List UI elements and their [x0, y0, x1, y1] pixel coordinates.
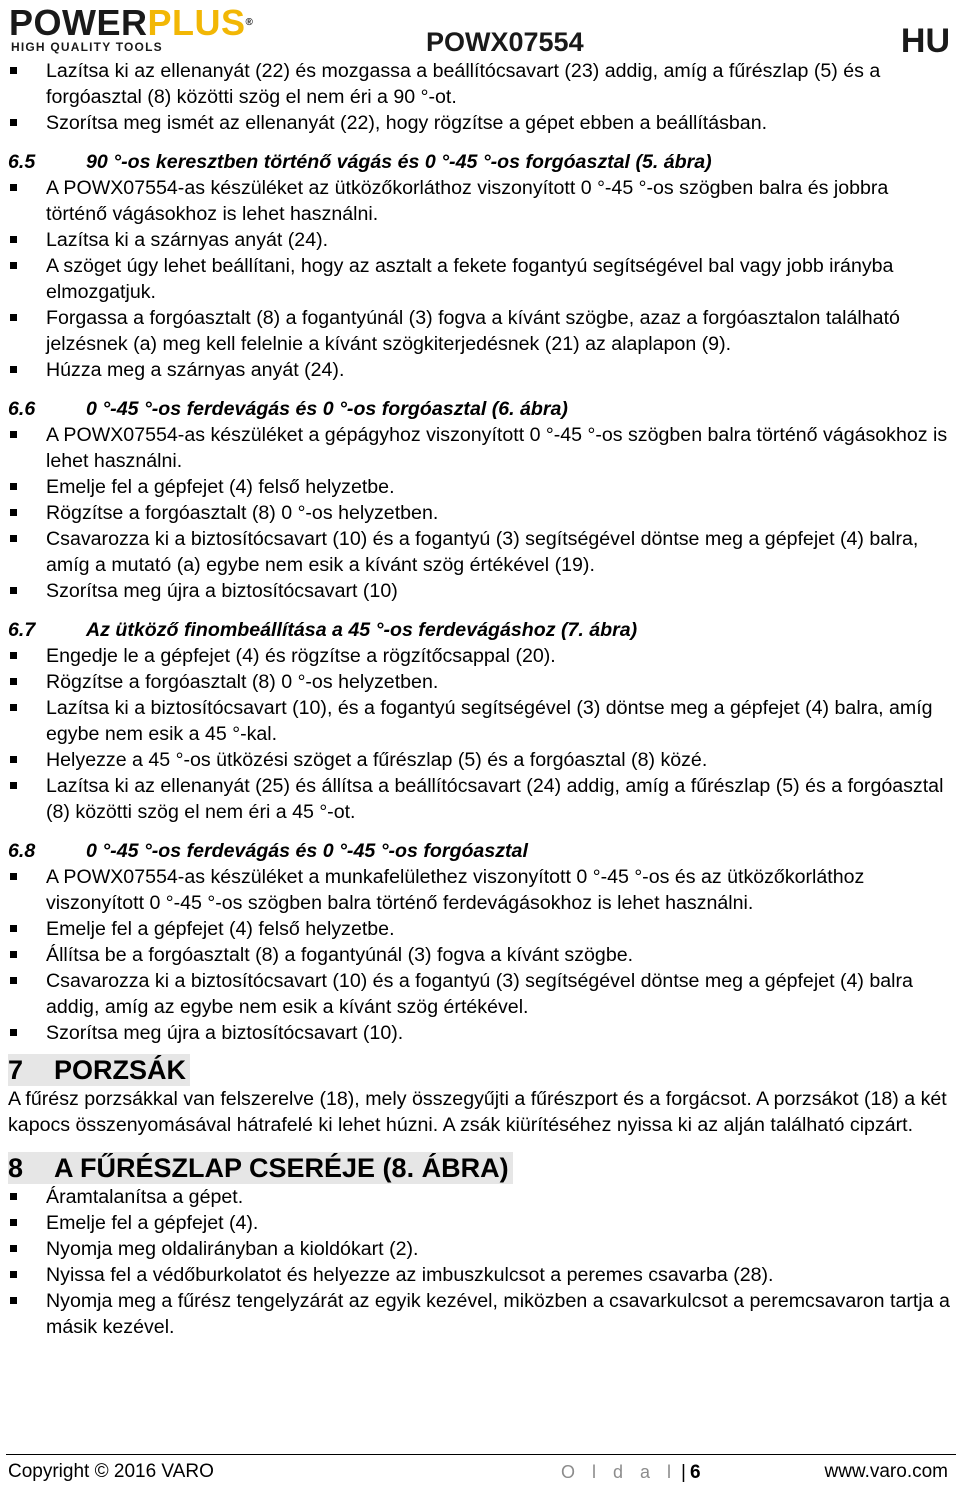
list-item [8, 1210, 953, 1236]
chapter-number: 7 [8, 1055, 24, 1085]
logo-power: POWER [9, 2, 148, 43]
list-item-text: Emelje fel a gépfejet (4). [46, 1212, 259, 1234]
bullet-icon [10, 236, 17, 243]
logo-plus: PLUS [147, 2, 246, 43]
section-heading-6-7 [8, 617, 953, 643]
section-6-5-list [8, 175, 953, 383]
list-item-text: A POWX07554-as készüléket a munkafelülethez viszonyított 0 °-45 °-os és az ütközőkorláthoz viszonyított 0 °-45 °-os szögben balra történő ferdevágásokhoz is lehet használni. [46, 866, 865, 914]
bullet-icon [10, 509, 17, 516]
page-footer [8, 1459, 948, 1485]
page-separator: | [681, 1462, 686, 1483]
list-item-text: A szöget úgy lehet beállítani, hogy az asztalt a fekete fogantyú segítségével bal vagy jobb irányba elmozgatjuk. [46, 255, 894, 303]
bullet-icon [10, 678, 17, 685]
bullet-icon [10, 873, 17, 880]
list-item-text: Helyezze a 45 °-os ütközési szöget a fűrészlap (5) és a forgóasztal (8) közé. [46, 749, 708, 771]
bullet-icon [10, 431, 17, 438]
section-6-6-list [8, 422, 953, 604]
section-title: 0 °-45 °-os ferdevágás és 0 °-os forgóasztal (6. ábra) [86, 398, 568, 420]
chapter-heading-7 [8, 1054, 190, 1086]
section-number: 6.5 [8, 151, 36, 173]
list-item [8, 110, 953, 136]
bullet-icon [10, 925, 17, 932]
chapter-8-list [8, 1184, 953, 1340]
list-item [8, 58, 953, 110]
list-item [8, 1262, 953, 1288]
list-item [8, 474, 953, 500]
bullet-icon [10, 977, 17, 984]
logo-tagline: HIGH QUALITY TOOLS [11, 40, 163, 54]
list-item-text: Rögzítse a forgóasztalt (8) 0 °-os helyzetben. [46, 671, 439, 693]
section-6-7-list [8, 643, 953, 825]
list-item [8, 864, 953, 916]
chapter-number: 8 [8, 1153, 24, 1183]
list-item-text: Lazítsa ki az ellenanyát (22) és mozgassa a beállítócsavart (23) addig, amíg a fűrészlap (5) és a forgóasztal (8) közötti szög el nem éri a 90 °-ot. [46, 60, 881, 108]
list-item [8, 643, 953, 669]
bullet-icon [10, 587, 17, 594]
list-item-text: Nyomja meg oldalirányban a kioldókart (2). [46, 1238, 419, 1260]
document-body [8, 58, 953, 1340]
list-item-text: Emelje fel a gépfejet (4) felső helyzetbe. [46, 476, 395, 498]
bullet-icon [10, 756, 17, 763]
copyright-text: Copyright © 2016 VARO [8, 1461, 214, 1482]
list-item-text: Áramtalanítsa a gépet. [46, 1186, 244, 1208]
list-item-text: Nyomja meg a fűrész tengelyzárát az egyik kezével, miközben a csavarkulcsot a peremcsavaron tartja a másik kezével. [46, 1290, 950, 1338]
list-item [8, 253, 953, 305]
list-item-text: Csavarozza ki a biztosítócsavart (10) és a fogantyú (3) segítségével döntse meg a gépfejet (4) balra, amíg a mutató (a) egybe nem esik a kívánt szög értékével (19). [46, 528, 919, 576]
chapter-title: PORZSÁK [54, 1055, 187, 1085]
list-item [8, 916, 953, 942]
bullet-icon [10, 67, 17, 74]
list-item-text: Csavarozza ki a biztosítócsavart (10) és a fogantyú (3) segítségével döntse meg a gépfejet (4) balra addig, amíg az egybe nem esik a kívánt szög értékével. [46, 970, 913, 1018]
list-item-text: Engedje le a gépfejet (4) és rögzítse a rögzítőcsappal (20). [46, 645, 556, 667]
model-number: POWX07554 [426, 27, 584, 57]
logo-registered-mark: ® [245, 17, 254, 28]
list-item-text: A POWX07554-as készüléket az ütközőkorláthoz viszonyított 0 °-45 °-os szögben balra és jobbra történő vágásokhoz is lehet használni. [46, 177, 889, 225]
section-heading-6-8 [8, 838, 953, 864]
list-item-text: Lazítsa ki az ellenanyát (25) és állítsa a beállítócsavart (24) addig, amíg a fűrészlap (5) és a forgóasztal (8) közötti szög el nem éri a 45 °-ot. [46, 775, 944, 823]
list-item-text: Lazítsa ki a biztosítócsavart (10), és a fogantyú segítségével (3) döntse meg a gépfejet (4) balra, amíg egybe nem esik a 45 °-kal. [46, 697, 933, 745]
section-number: 6.6 [8, 398, 36, 420]
list-item [8, 942, 953, 968]
section-title: Az ütköző finombeállítása a 45 °-os ferdevágáshoz (7. ábra) [86, 619, 638, 641]
footer-divider [6, 1454, 956, 1455]
section-number: 6.7 [8, 619, 36, 641]
section-number: 6.8 [8, 840, 36, 862]
logo-wordmark [9, 4, 253, 42]
chapter-7-paragraph: A fűrész porzsákkal van felszerelve (18), mely összegyűjti a fűrészport és a forgácsot. A porzsákot (18) a két kapocs összenyomásával hátrafelé ki lehet húzni. A zsák kiürítéséhez nyissa ki az alján található cipzárt. [8, 1088, 947, 1136]
chapter-heading-8 [8, 1152, 513, 1184]
section-6-8-list [8, 864, 953, 1046]
bullet-icon [10, 951, 17, 958]
bullet-icon [10, 184, 17, 191]
chapter-title: A FŰRÉSZLAP CSERÉJE (8. ÁBRA) [54, 1153, 509, 1183]
list-item-text: Emelje fel a gépfejet (4) felső helyzetbe. [46, 918, 395, 940]
bullet-icon [10, 119, 17, 126]
list-item [8, 422, 953, 474]
list-item-text: Húzza meg a szárnyas anyát (24). [46, 359, 345, 381]
list-item-text: Nyissa fel a védőburkolatot és helyezze az imbuszkulcsot a peremes csavarba (28). [46, 1264, 774, 1286]
section-title: 0 °-45 °-os ferdevágás és 0 °-45 °-os forgóasztal [86, 840, 528, 862]
bullet-icon [10, 483, 17, 490]
list-item-text: Rögzítse a forgóasztalt (8) 0 °-os helyzetben. [46, 502, 439, 524]
list-item [8, 669, 953, 695]
list-item-text: A POWX07554-as készüléket a gépágyhoz viszonyított 0 °-45 °-os szögben balra történő vágásokhoz is lehet használni. [46, 424, 948, 472]
bullet-icon [10, 782, 17, 789]
list-item [8, 773, 953, 825]
list-item [8, 747, 953, 773]
powerplus-logo [9, 4, 299, 52]
list-item [8, 578, 953, 604]
bullet-icon [10, 366, 17, 373]
website-link[interactable]: www.varo.com [824, 1461, 948, 1482]
section-heading-6-6 [8, 396, 953, 422]
list-item [8, 526, 953, 578]
bullet-icon [10, 1245, 17, 1252]
list-item-text: Szorítsa meg újra a biztosítócsavart (10). [46, 1022, 404, 1044]
page-number: 6 [689, 1462, 701, 1483]
page-word: O l d a l [561, 1462, 678, 1482]
list-item [8, 227, 953, 253]
section-title: 90 °-os keresztben történő vágás és 0 °-45 °-os forgóasztal (5. ábra) [86, 151, 712, 173]
list-item-text: Szorítsa meg újra a biztosítócsavart (10) [46, 580, 398, 602]
list-item [8, 968, 953, 1020]
list-item [8, 357, 953, 383]
bullet-icon [10, 1271, 17, 1278]
bullet-icon [10, 1219, 17, 1226]
list-item-text: Lazítsa ki a szárnyas anyát (24). [46, 229, 329, 251]
bullet-icon [10, 535, 17, 542]
intro-list [8, 58, 953, 136]
list-item [8, 1288, 953, 1340]
list-item [8, 1184, 953, 1210]
list-item-text: Szorítsa meg ismét az ellenanyát (22), hogy rögzítse a gépet ebben a beállításban. [46, 112, 768, 134]
list-item [8, 305, 953, 357]
page-indicator [561, 1459, 701, 1486]
list-item-text: Állítsa be a forgóasztalt (8) a fogantyúnál (3) fogva a kívánt szögbe. [46, 944, 634, 966]
list-item [8, 175, 953, 227]
bullet-icon [10, 1193, 17, 1200]
list-item-text: Forgassa a forgóasztalt (8) a fogantyúnál (3) fogva a kívánt szögbe, azaz a forgóasztalon található jelzésnek (a) meg kell felelnie a kívánt szögkiterjedésnek (21) az alaplapon (9). [46, 307, 900, 355]
list-item [8, 1020, 953, 1046]
bullet-icon [10, 1029, 17, 1036]
bullet-icon [10, 262, 17, 269]
list-item [8, 500, 953, 526]
bullet-icon [10, 652, 17, 659]
page-header [0, 0, 960, 62]
language-code: HU [900, 22, 950, 60]
list-item [8, 1236, 953, 1262]
section-heading-6-5 [8, 149, 953, 175]
list-item [8, 695, 953, 747]
bullet-icon [10, 1297, 17, 1304]
bullet-icon [10, 704, 17, 711]
bullet-icon [10, 314, 17, 321]
